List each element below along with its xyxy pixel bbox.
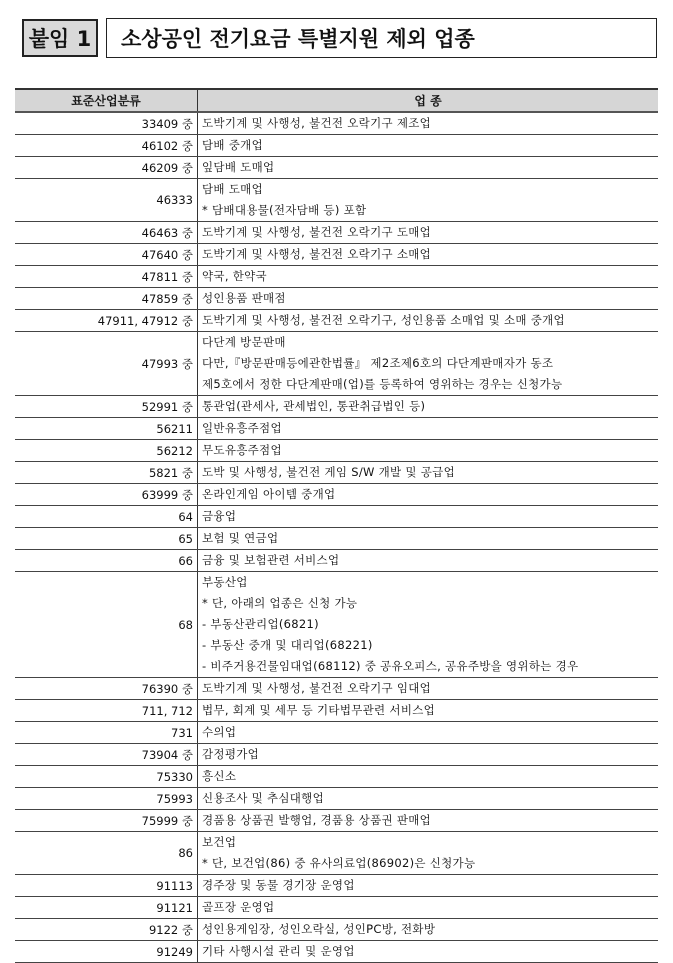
table-row (15, 832, 658, 875)
table-row (15, 179, 658, 222)
excluded-industries-table (15, 88, 658, 963)
description-line: 흥신소 (202, 769, 237, 783)
industry-code: 46333 (15, 179, 198, 222)
table-row (15, 135, 658, 157)
industry-code: 91249 (15, 941, 198, 963)
description-line: * 담배대용물(전자담배 등) 포함 (202, 203, 367, 217)
description-line: 신용조사 및 추심대행업 (202, 791, 324, 805)
table-row (15, 112, 658, 135)
industry-code: 47859 중 (15, 288, 198, 310)
description-line: 성인용게임장, 성인오락실, 성인PC방, 전화방 (202, 922, 436, 936)
industry-code: 52991 중 (15, 396, 198, 418)
industry-description (198, 572, 659, 678)
industry-description (198, 875, 659, 897)
description-line: 약국, 한약국 (202, 269, 267, 283)
description-line: 경주장 및 동물 경기장 운영업 (202, 878, 355, 892)
description-line: 금융 및 보험관련 서비스업 (202, 553, 340, 567)
industry-code: 86 (15, 832, 198, 875)
industry-code: 64 (15, 506, 198, 528)
table-row (15, 528, 658, 550)
industry-description (198, 418, 659, 440)
table-row (15, 462, 658, 484)
industry-code: 47993 중 (15, 332, 198, 396)
industry-code: 75330 (15, 766, 198, 788)
description-line: * 단, 아래의 업종은 신청 가능 (202, 596, 358, 610)
industry-description (198, 179, 659, 222)
description-line: 담배 중개업 (202, 138, 263, 152)
description-line: 온라인게임 아이템 중개업 (202, 487, 336, 501)
table-row (15, 244, 658, 266)
industry-description (198, 788, 659, 810)
industry-code: 65 (15, 528, 198, 550)
industry-description (198, 700, 659, 722)
table-row (15, 157, 658, 179)
industry-code: 46209 중 (15, 157, 198, 179)
industry-description (198, 528, 659, 550)
table-row (15, 897, 658, 919)
description-line: - 부동산관리업(6821) (202, 617, 319, 631)
industry-description (198, 766, 659, 788)
table-header-row (15, 89, 658, 112)
table-row (15, 396, 658, 418)
description-line: 도박기계 및 사행성, 불건전 오락기구, 성인용품 소매업 및 소매 중개업 (202, 313, 565, 327)
table-row (15, 266, 658, 288)
industry-code: 75999 중 (15, 810, 198, 832)
description-line: 도박기계 및 사행성, 불건전 오락기구 도매업 (202, 225, 432, 239)
description-line: 경품용 상품권 발행업, 경품용 상품권 판매업 (202, 813, 432, 827)
industry-description (198, 506, 659, 528)
industry-description (198, 310, 659, 332)
table-row (15, 700, 658, 722)
table-row (15, 766, 658, 788)
industry-code: 56212 (15, 440, 198, 462)
industry-description (198, 722, 659, 744)
industry-description (198, 157, 659, 179)
industry-code: 46463 중 (15, 222, 198, 244)
description-line: 기타 사행시설 관리 및 운영업 (202, 944, 355, 958)
industry-code: 9122 중 (15, 919, 198, 941)
industry-code: 5821 중 (15, 462, 198, 484)
description-line: 수의업 (202, 725, 237, 739)
industry-description (198, 810, 659, 832)
description-line: 보험 및 연금업 (202, 531, 279, 545)
table-row (15, 506, 658, 528)
table-row (15, 418, 658, 440)
industry-description (198, 288, 659, 310)
table-row (15, 678, 658, 700)
industry-description (198, 266, 659, 288)
industry-description (198, 112, 659, 135)
page-title: 소상공인 전기요금 특별지원 제외 업종 (106, 18, 657, 58)
industry-code: 711, 712 (15, 700, 198, 722)
description-line: - 비주거용건물임대업(68112) 중 공유오피스, 공유주방을 영위하는 경우 (202, 659, 579, 673)
industry-code: 91113 (15, 875, 198, 897)
description-line: 도박기계 및 사행성, 불건전 오락기구 제조업 (202, 116, 432, 130)
description-line: 일반유흥주점업 (202, 421, 282, 435)
industry-code: 68 (15, 572, 198, 678)
industry-code: 47911, 47912 중 (15, 310, 198, 332)
industry-description (198, 396, 659, 418)
description-line: 도박기계 및 사행성, 불건전 오락기구 소매업 (202, 247, 432, 261)
column-header-industry: 업 종 (198, 89, 659, 112)
description-line: 잎담배 도매업 (202, 160, 275, 174)
industry-description (198, 678, 659, 700)
description-line: - 부동산 중개 및 대리업(68221) (202, 638, 373, 652)
industry-code: 731 (15, 722, 198, 744)
table-row (15, 744, 658, 766)
industry-description (198, 222, 659, 244)
description-line: 제5호에서 정한 다단계판매(업)를 등록하여 영위하는 경우는 신청가능 (202, 377, 563, 391)
industry-code: 46102 중 (15, 135, 198, 157)
description-line: * 단, 보건업(86) 중 유사의료업(86902)은 신청가능 (202, 856, 476, 870)
description-line: 다단계 방문판매 (202, 335, 286, 349)
industry-description (198, 897, 659, 919)
industry-code: 56211 (15, 418, 198, 440)
industry-description (198, 135, 659, 157)
table-row (15, 310, 658, 332)
description-line: 금융업 (202, 509, 237, 523)
industry-code: 73904 중 (15, 744, 198, 766)
description-line: 감정평가업 (202, 747, 260, 761)
industry-description (198, 941, 659, 963)
description-line: 성인용품 판매점 (202, 291, 286, 305)
industry-description (198, 484, 659, 506)
table-row (15, 484, 658, 506)
industry-description (198, 244, 659, 266)
industry-code: 66 (15, 550, 198, 572)
industry-description (198, 332, 659, 396)
industry-description (198, 550, 659, 572)
table-row (15, 919, 658, 941)
table-row (15, 288, 658, 310)
table-row (15, 550, 658, 572)
industry-description (198, 919, 659, 941)
table-row (15, 941, 658, 963)
industry-code: 63999 중 (15, 484, 198, 506)
industry-code: 47640 중 (15, 244, 198, 266)
table-row (15, 440, 658, 462)
industry-description (198, 832, 659, 875)
table-row (15, 222, 658, 244)
industry-code: 75993 (15, 788, 198, 810)
description-line: 골프장 운영업 (202, 900, 275, 914)
description-line: 법무, 회계 및 세무 등 기타법무관련 서비스업 (202, 703, 436, 717)
description-line: 도박기계 및 사행성, 불건전 오락기구 임대업 (202, 681, 432, 695)
industry-code: 33409 중 (15, 112, 198, 135)
table-row (15, 810, 658, 832)
description-line: 다만,『방문판매등에관한법률』 제2조제6호의 다단계판매자가 동조 (202, 356, 554, 370)
table-row (15, 722, 658, 744)
table-row (15, 332, 658, 396)
description-line: 도박 및 사행성, 불건전 게임 S/W 개발 및 공급업 (202, 465, 455, 479)
industry-description (198, 744, 659, 766)
industry-description (198, 462, 659, 484)
description-line: 통관업(관세사, 관세법인, 통관취급법인 등) (202, 399, 426, 413)
table-row (15, 572, 658, 678)
attachment-badge: 붙임 1 (22, 19, 98, 57)
table-row (15, 788, 658, 810)
industry-code: 47811 중 (15, 266, 198, 288)
description-line: 무도유흥주점업 (202, 443, 282, 457)
industry-description (198, 440, 659, 462)
description-line: 담배 도매업 (202, 182, 263, 196)
description-line: 보건업 (202, 835, 237, 849)
industry-code: 76390 중 (15, 678, 198, 700)
column-header-code: 표준산업분류 (15, 89, 198, 112)
industry-code: 91121 (15, 897, 198, 919)
description-line: 부동산업 (202, 575, 248, 589)
table-row (15, 875, 658, 897)
